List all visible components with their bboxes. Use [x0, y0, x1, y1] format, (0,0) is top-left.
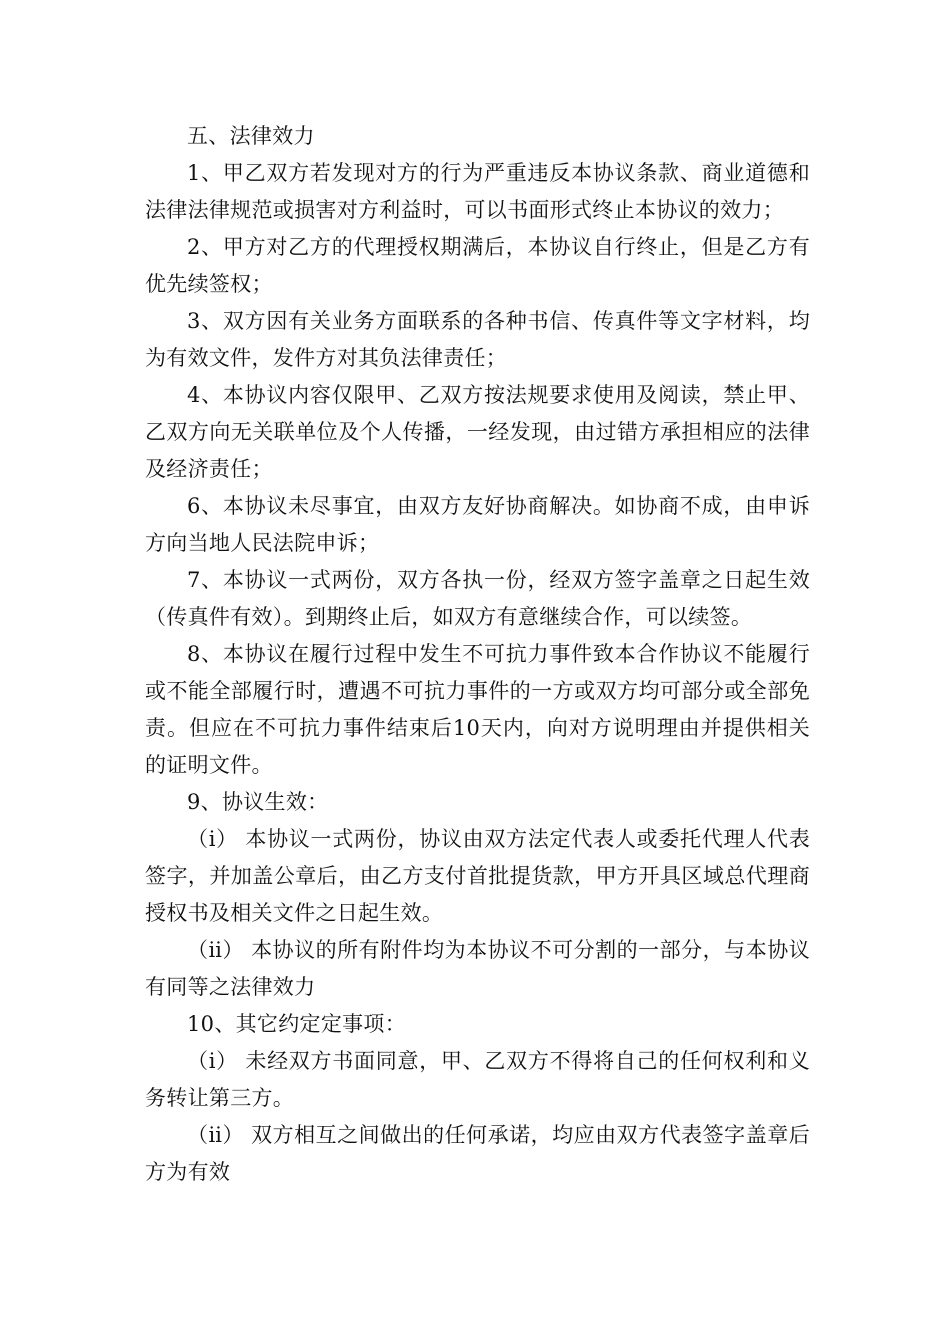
clause-10-item-i: （ⅰ） 未经双方书面同意，甲、乙双方不得将自己的任何权利和义务转让第三方。 — [145, 1049, 810, 1110]
clause-4: 4、本协议内容仅限甲、乙双方按法规要求使用及阅读，禁止甲、乙双方向无关联单位及个人传播，一经发现，由过错方承担相应的法律及经济责任； — [145, 383, 810, 481]
clause-9-item-i: （ⅰ） 本协议一式两份，协议由双方法定代表人或委托代理人代表签字，并加盖公章后，由乙方支付首批提货款，甲方开具区域总代理商授权书及相关文件之日起生效。 — [145, 827, 810, 925]
clause-9-heading: 9、协议生效： — [187, 790, 329, 814]
clause-10-heading: 10、其它约定定事项： — [187, 1012, 407, 1036]
clause-2: 2、甲方对乙方的代理授权期满后，本协议自行终止，但是乙方有优先续签权； — [145, 235, 810, 296]
section-heading-legal-effect: 五、法律效力 — [187, 124, 315, 148]
clause-6: 6、本协议未尽事宜，由双方友好协商解决。如协商不成，由申诉方向当地人民法院申诉； — [145, 494, 810, 555]
clause-8: 8、本协议在履行过程中发生不可抗力事件致本合作协议不能履行或不能全部履行时，遭遇不可抗力事件的一方或双方均可部分或全部免责。但应在不可抗力事件结束后10天内，向对方说明理由并提供相关的证明文件。 — [145, 642, 810, 777]
clause-7: 7、本协议一式两份，双方各执一份，经双方签字盖章之日起生效（传真件有效）。到期终止后，如双方有意继续合作，可以续签。 — [145, 568, 810, 629]
document-body — [145, 118, 810, 1191]
clause-1: 1、甲乙双方若发现对方的行为严重违反本协议条款、商业道德和法律法律规范或损害对方利益时，可以书面形式终止本协议的效力； — [145, 161, 810, 222]
clause-10-item-ii: （ⅱ） 双方相互之间做出的任何承诺，均应由双方代表签字盖章后方为有效 — [145, 1123, 810, 1184]
clause-3: 3、双方因有关业务方面联系的各种书信、传真件等文字材料，均为有效文件，发件方对其负法律责任； — [145, 309, 810, 370]
clause-9-item-ii: （ⅱ） 本协议的所有附件均为本协议不可分割的一部分，与本协议有同等之法律效力 — [145, 938, 810, 999]
